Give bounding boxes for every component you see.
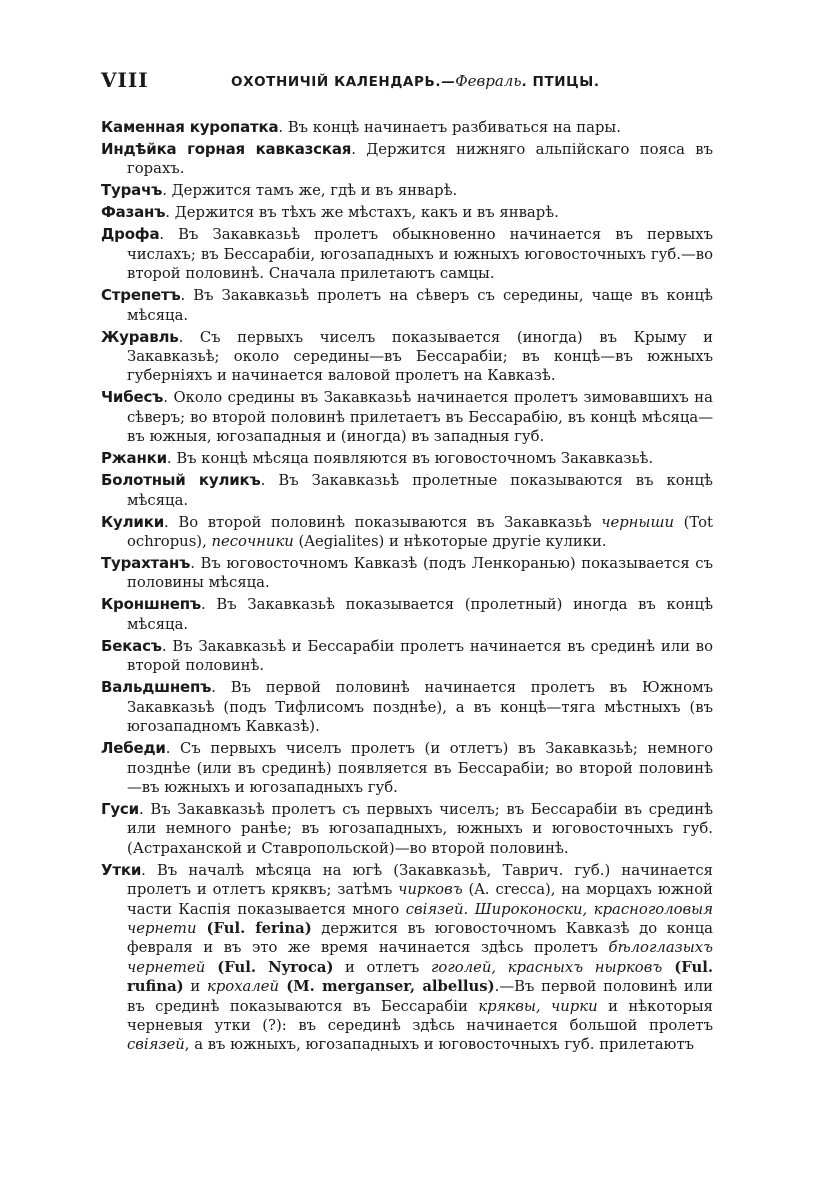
entry-italic: кряквы, чирки xyxy=(478,997,598,1015)
entry-term: Вальдшнепъ xyxy=(101,678,212,697)
entry-italic: черныши xyxy=(601,513,675,531)
entry-text: (Aegialites) и нѣкоторые другіе кулики. xyxy=(293,533,607,551)
entry-text: . Держится нижняго альпійскаго пояса въ горахъ. xyxy=(127,141,713,178)
page-header xyxy=(101,68,713,96)
entry-latin: (Ful. rufina) xyxy=(127,958,713,996)
entry-text: и отлетъ xyxy=(333,958,431,976)
entry-gusi xyxy=(101,800,713,858)
entry-italic: свіязей. Широконоски, красноголовыя xyxy=(405,900,713,918)
entry-rzhanki xyxy=(101,449,713,468)
entry-term: Дрофа xyxy=(101,225,160,244)
running-title-left: ОХОТНИЧІЙ КАЛЕНДАРЬ.— xyxy=(231,74,456,90)
entry-bolotny-kulik xyxy=(101,471,713,510)
entry-text: . Въ Закавказьѣ и Бессарабіи пролетъ начинается въ срединѣ или во второй половинѣ. xyxy=(127,637,713,675)
entry-italic: песочники xyxy=(211,533,294,551)
entry-text: . Держится въ тѣхъ же мѣстахъ, какъ и въ январѣ. xyxy=(165,204,559,222)
entry-text: . Въ Закавказьѣ пролетъ обыкновенно начинается въ первыхъ числахъ; въ Бессарабіи, югозападныхъ и южныхъ юговосточныхъ губ.—во второй половинѣ. Сначала прилетаютъ самцы. xyxy=(127,226,713,283)
entry-text: и нѣкоторыя черневыя утки (?): въ серединѣ здѣсь начинается большой пролетъ xyxy=(127,997,713,1034)
entry-strepet xyxy=(101,286,713,325)
entry-turakhtan xyxy=(101,554,713,593)
entry-text: (A. crecca), на морцахъ южной части Каспія показывается много xyxy=(127,881,713,918)
entry-bekas xyxy=(101,637,713,676)
entry-text: . Въ началѣ мѣсяца на югѣ (Закавказьѣ, Таврич. губ.) начинается пролетъ и отлетъ кряквъ; затѣмъ xyxy=(127,861,713,899)
page-body xyxy=(101,118,713,1057)
entry-text: (Tot ochropus), xyxy=(127,513,713,551)
entry-text: . Въ концѣ начинаетъ разбиваться на пары. xyxy=(278,119,621,136)
entry-term: Утки xyxy=(101,860,142,879)
entry-text: . Въ Закавказьѣ показывается (пролетный) иногда въ концѣ мѣсяца. xyxy=(127,596,713,633)
entry-utki xyxy=(101,861,713,1055)
entry-term: Каменная куропатка xyxy=(101,118,279,136)
entry-term: Кулики xyxy=(101,512,165,531)
entry-text: . Въ Закавказьѣ пролетъ съ первыхъ чиселъ; въ Бессарабіи въ срединѣ или немного ранѣе; въ югозападныхъ, южныхъ и юговосточныхъ губ. (Астраханской и Ставропольской)—во второй половинѣ. xyxy=(127,800,713,857)
entry-text: .—Въ первой половинѣ или въ срединѣ показываются въ Бессарабіи xyxy=(127,978,713,1015)
entry-term: Болотный куликъ xyxy=(101,471,261,490)
entry-term: Гуси xyxy=(101,799,139,818)
entry-italic: крохалей xyxy=(207,978,280,996)
entry-text: и xyxy=(183,978,207,996)
running-title xyxy=(231,72,600,90)
entry-zhuravl xyxy=(101,328,713,386)
entry-text: . Около средины въ Закавказьѣ начинается пролетъ зимовавшихъ на сѣверъ; во второй половинѣ прилетаетъ въ Бессарабію, въ концѣ мѣсяца—въ южныя, югозападныя и (иногда) въ западныя губ. xyxy=(127,389,713,446)
entry-latin: (M. merganser, albellus) xyxy=(279,978,495,996)
entry-indeyka-gornaya xyxy=(101,140,713,179)
entry-text: . Въ Закавказьѣ пролетные показываются въ концѣ мѣсяца. xyxy=(127,472,713,509)
entry-kronshnep xyxy=(101,595,713,634)
entry-chibes xyxy=(101,388,713,446)
entry-term: Фазанъ xyxy=(101,203,166,222)
entry-fazan xyxy=(101,203,713,222)
entry-italic: гоголей, красныхъ нырковъ xyxy=(430,958,663,976)
entry-text: . Во второй половинѣ показываются въ Закавказьѣ xyxy=(164,513,602,531)
entry-term: Турачъ xyxy=(101,181,163,200)
entry-term: Журавль xyxy=(101,327,179,346)
entry-term: Ржанки xyxy=(101,449,167,468)
entry-text: . Держится тамъ же, гдѣ и въ январѣ. xyxy=(162,182,458,200)
entry-text: . Съ первыхъ чиселъ пролетъ (и отлетъ) въ Закавказьѣ; немного позднѣе (или въ срединѣ) появляется въ Бессарабіи; во второй половинѣ—въ южныхъ и югозападныхъ губ. xyxy=(127,740,713,796)
entry-term: Кроншнепъ xyxy=(101,595,201,614)
entry-text: . Съ первыхъ чиселъ показывается (иногда) въ Крыму и Закавказьѣ; около середины—въ Бессарабіи; въ концѣ—въ южныхъ губерніяхъ и начинается валовой пролетъ на Кавказѣ. xyxy=(127,328,713,385)
entry-text: . Въ юговосточномъ Кавказѣ (подъ Ленкоранью) показывается съ половины мѣсяца. xyxy=(127,555,713,592)
entry-term: Турахтанъ xyxy=(101,554,191,573)
entry-text: . Въ первой половинѣ начинается пролетъ въ Южномъ Закавказьѣ (подъ Тифлисомъ позднѣе), а въ концѣ—тяга мѣстныхъ (въ югозападномъ Кавказѣ). xyxy=(127,679,713,736)
entry-term: Чибесъ xyxy=(101,388,164,407)
entry-italic: свіязей xyxy=(127,1036,185,1054)
entry-italic: бѣлоглазыхъ чернетей xyxy=(127,939,713,976)
entry-latin: (Ful. Nyroca) xyxy=(205,958,334,976)
entry-term: Индѣйка горная кавказская xyxy=(101,140,352,158)
entry-italic: чернети xyxy=(127,919,197,937)
entry-lebedi xyxy=(101,739,713,797)
running-title-month: Февраль xyxy=(455,72,522,90)
entry-kamennaya-kuropatka xyxy=(101,118,713,137)
entry-term: Стрепетъ xyxy=(101,286,181,305)
entry-text: . Въ Закавказьѣ пролетъ на сѣверъ съ середины, чаще въ концѣ мѣсяца. xyxy=(127,287,713,324)
entry-turach xyxy=(101,181,713,200)
entry-text: , а въ южныхъ, югозападныхъ и юговосточныхъ губ. прилетаютъ xyxy=(184,1036,695,1054)
entry-term: Бекасъ xyxy=(101,636,162,655)
page-number: VIII xyxy=(101,68,149,92)
entry-text: . Въ концѣ мѣсяца появляются въ юговосточномъ Закавказьѣ. xyxy=(166,450,654,468)
entry-term: Лебеди xyxy=(101,739,166,758)
entry-italic: чирковъ xyxy=(398,881,463,899)
entry-kuliki xyxy=(101,513,713,552)
running-title-right: . ПТИЦЫ. xyxy=(521,74,600,90)
entry-latin: (Ful. ferina) xyxy=(196,919,312,937)
entry-drofa xyxy=(101,225,713,283)
entry-valdshnep xyxy=(101,678,713,736)
entry-text: держится въ юговосточномъ Кавказѣ до конца февраля и въ это же время начинается здѣсь пролетъ xyxy=(127,919,713,957)
